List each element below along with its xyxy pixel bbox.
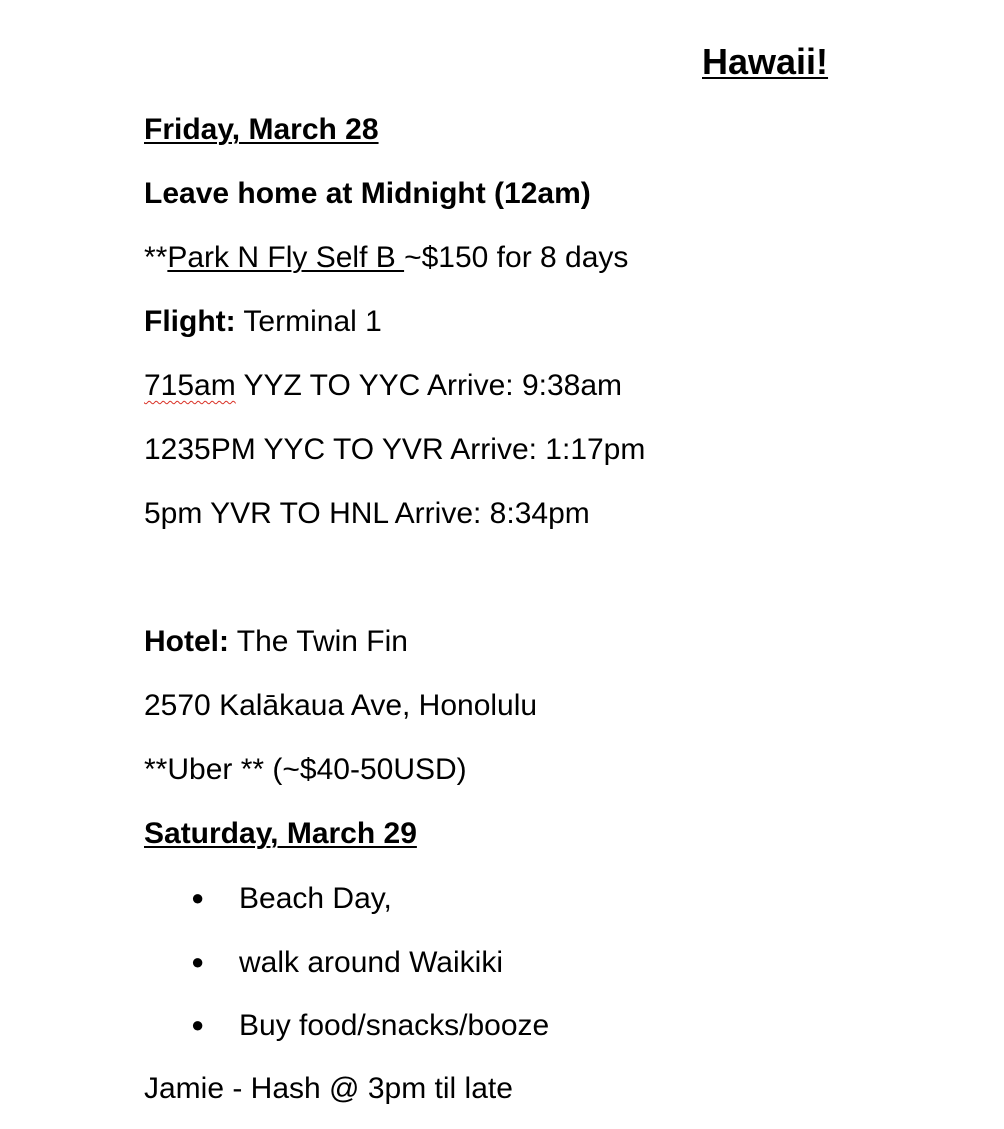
bullet-icon: ● bbox=[191, 1012, 205, 1037]
parking-note: ~$150 for 8 days bbox=[404, 241, 629, 274]
day2-heading: Saturday, March 29 bbox=[144, 817, 417, 850]
bullet-icon: ● bbox=[191, 949, 205, 974]
list-item-text: Beach Day, bbox=[239, 882, 392, 915]
flight-leg-1 bbox=[144, 368, 622, 404]
flight-leg-3: 5pm YVR TO HNL Arrive: 8:34pm bbox=[144, 497, 590, 530]
hotel-line bbox=[144, 624, 408, 660]
day1-heading: Friday, March 28 bbox=[144, 113, 379, 146]
document-title: Hawaii! bbox=[702, 41, 829, 82]
flight-leg-1-details: YYZ TO YYC Arrive: 9:38am bbox=[235, 369, 623, 402]
leave-time-line: Leave home at Midnight (12am) bbox=[144, 177, 591, 210]
day2-note: Jamie - Hash @ 3pm til late bbox=[144, 1072, 513, 1105]
flight-line bbox=[144, 304, 382, 340]
bullet-icon: ● bbox=[191, 885, 205, 910]
hotel-address: 2570 Kalākaua Ave, Honolulu bbox=[144, 689, 538, 722]
parking-prefix: ** bbox=[144, 241, 168, 274]
list-item bbox=[191, 944, 503, 981]
hotel-label: Hotel: bbox=[144, 625, 229, 658]
flight-label: Flight: bbox=[144, 305, 236, 338]
list-item bbox=[191, 1007, 549, 1044]
parking-link[interactable]: Park N Fly Self B bbox=[167, 241, 405, 274]
spellcheck-word[interactable]: 715am bbox=[144, 369, 236, 402]
hotel-name: The Twin Fin bbox=[229, 625, 408, 658]
parking-line bbox=[144, 240, 628, 276]
list-item bbox=[191, 880, 392, 917]
list-item-text: walk around Waikiki bbox=[239, 946, 503, 979]
transport-line: **Uber ** (~$40-50USD) bbox=[144, 753, 467, 786]
flight-leg-2: 1235PM YYC TO YVR Arrive: 1:17pm bbox=[144, 433, 646, 466]
flight-terminal: Terminal 1 bbox=[235, 305, 382, 338]
list-item-text: Buy food/snacks/booze bbox=[239, 1009, 550, 1042]
